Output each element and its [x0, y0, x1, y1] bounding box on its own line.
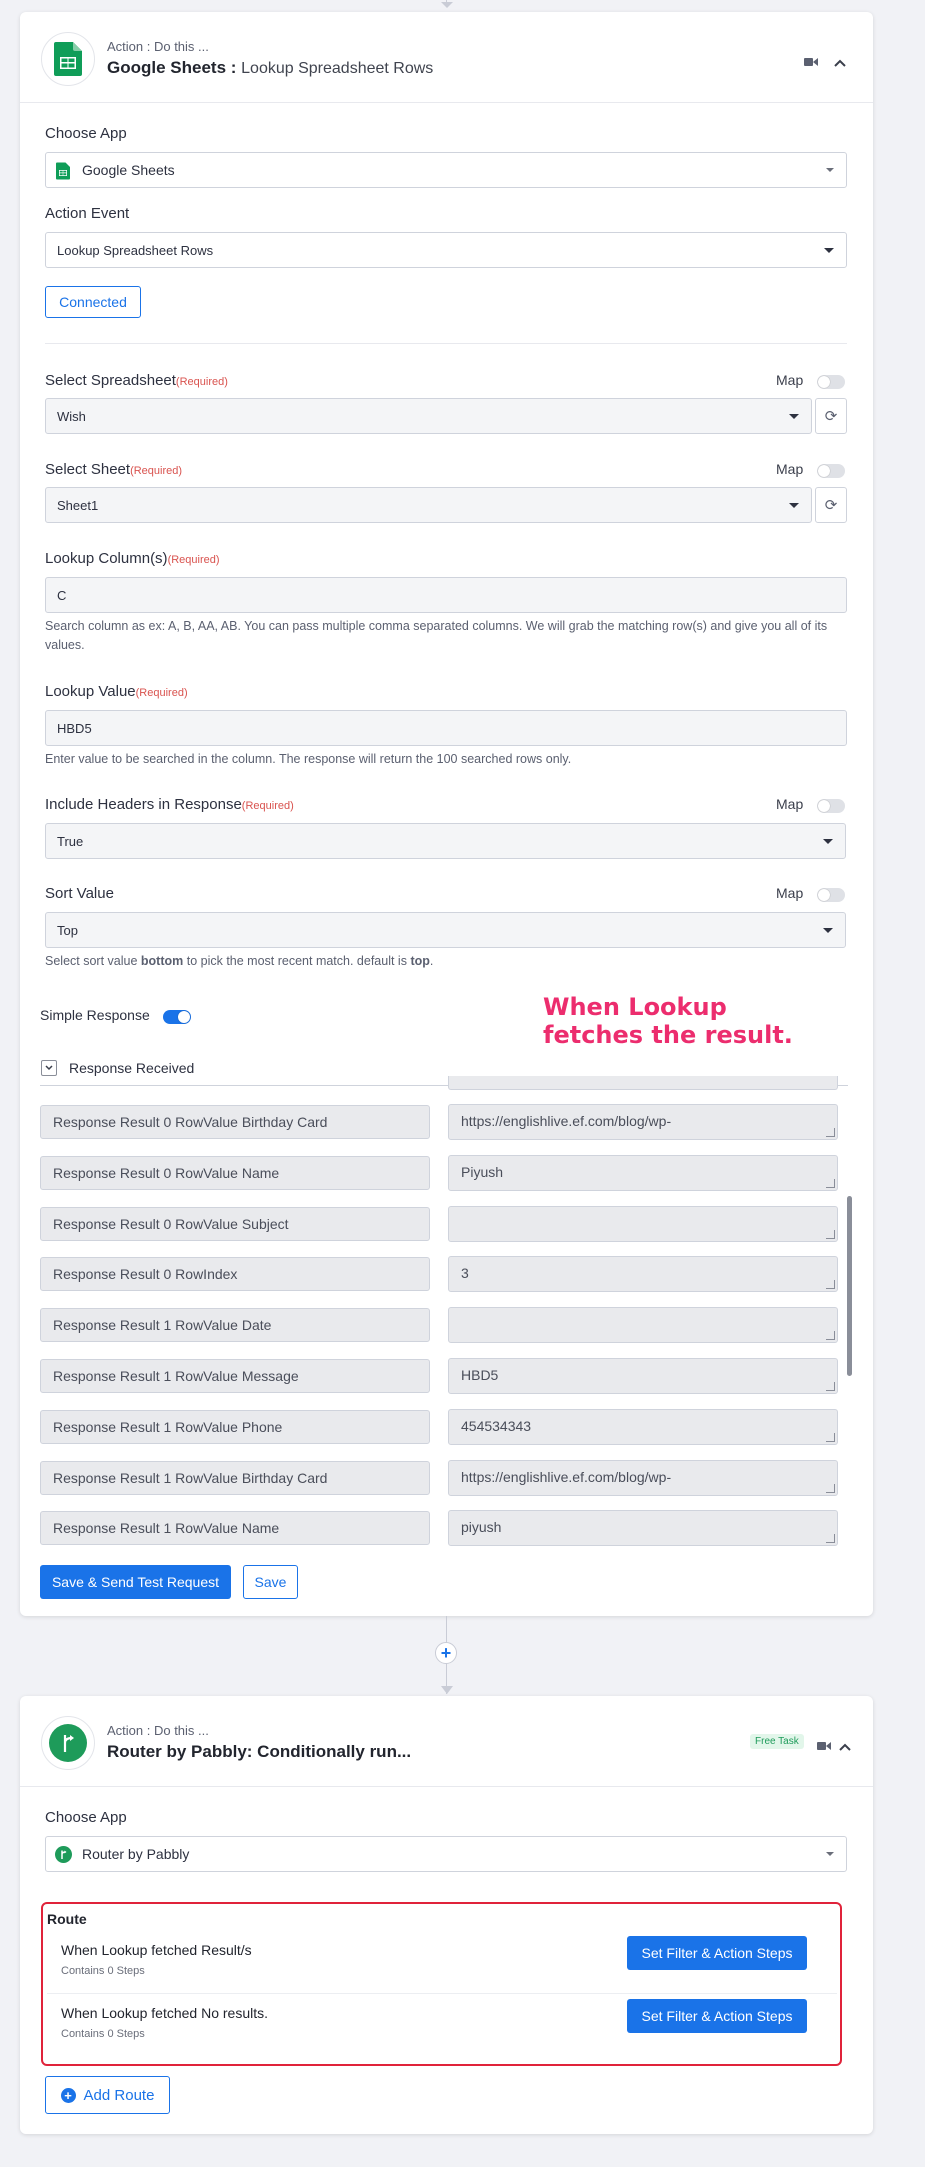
add-route-button[interactable]: [45, 2076, 170, 2114]
spreadsheet-map-toggle[interactable]: [817, 375, 845, 389]
add-route-label: Add Route: [83, 2086, 155, 2104]
refresh-icon[interactable]: ⟳: [815, 398, 847, 434]
annotation-note: [543, 993, 793, 1049]
google-sheets-app-badge: [41, 32, 95, 86]
spreadsheet-label-text: Select Spreadsheet: [45, 372, 176, 389]
set-filter-action-steps-button[interactable]: Set Filter & Action Steps: [627, 1999, 807, 2033]
include-headers-label-text: Include Headers in Response: [45, 796, 242, 813]
lookup-column-value: C: [57, 587, 67, 603]
plus-icon[interactable]: +: [435, 1642, 457, 1664]
sort-value-value: Top: [57, 922, 78, 938]
lookup-column-label-text: Lookup Column(s): [45, 550, 168, 567]
simple-response-toggle[interactable]: [163, 1010, 191, 1024]
map-label: Map: [776, 372, 804, 388]
response-value-field[interactable]: [448, 1307, 838, 1343]
sort-help-bold: bottom: [140, 954, 184, 968]
map-label: Map: [776, 796, 804, 812]
action-event-value: Lookup Spreadsheet Rows: [57, 242, 214, 258]
response-list-scrollbar[interactable]: [847, 1196, 852, 1376]
response-row-partial: [448, 1076, 838, 1090]
connector-arrow: [441, 1686, 453, 1694]
response-received-collapse[interactable]: [41, 1060, 57, 1076]
spreadsheet-value: Wish: [57, 408, 86, 424]
required-tag: (Required): [130, 465, 183, 477]
video-icon[interactable]: [817, 1738, 831, 1756]
google-sheets-icon: [56, 162, 70, 180]
step-title: Router by Pabbly: Conditionally run...: [107, 1742, 412, 1761]
response-key-field: Response Result 1 RowValue Phone: [40, 1410, 430, 1444]
lookup-value-help: Enter value to be searched in the column. The response will return the 100 searched rows only.: [45, 752, 572, 766]
choose-app-select[interactable]: [45, 1836, 847, 1872]
response-key-field: Response Result 1 RowValue Birthday Card: [40, 1461, 430, 1495]
response-key-field: Response Result 1 RowValue Message: [40, 1359, 430, 1393]
lookup-column-input[interactable]: [45, 577, 847, 613]
router-icon: [55, 1846, 72, 1863]
lookup-column-help: Search column as ex: A, B, AA, AB. You can pass multiple comma separated columns. We will grab the matching row(s) and give you all of its values.: [45, 619, 828, 652]
route-section: [41, 1902, 842, 2066]
lookup-value-label-text: Lookup Value: [45, 683, 136, 700]
chevron-down-icon: [45, 1065, 53, 1071]
sort-help-bold: top: [410, 954, 430, 968]
response-key-field: Response Result 1 RowValue Name: [40, 1511, 430, 1545]
sheet-map-toggle[interactable]: [817, 464, 845, 478]
chevron-up-icon[interactable]: [834, 54, 846, 72]
chevron-down-icon: [826, 1852, 834, 1856]
chevron-down-icon: [826, 168, 834, 172]
choose-app-label: Choose App: [45, 125, 127, 142]
response-value-field[interactable]: https://englishlive.ef.com/blog/wp-: [448, 1460, 838, 1496]
simple-response-label: Simple Response: [40, 1007, 150, 1023]
save-send-test-button[interactable]: Save & Send Test Request: [40, 1565, 231, 1599]
response-key-field: Response Result 0 RowValue Subject: [40, 1207, 430, 1241]
required-tag: (Required): [167, 554, 220, 566]
required-tag: (Required): [175, 376, 228, 388]
sort-value-label: Sort Value: [45, 885, 114, 902]
add-circle-icon: +: [61, 2088, 76, 2103]
choose-app-value: Router by Pabbly: [82, 1846, 190, 1862]
chevron-up-icon[interactable]: [839, 1738, 851, 1756]
include-headers-label: [45, 796, 294, 813]
step-title: [107, 58, 433, 78]
response-value-field[interactable]: Piyush: [448, 1155, 838, 1191]
free-task-badge: Free Task: [750, 1734, 804, 1749]
set-filter-action-steps-button[interactable]: Set Filter & Action Steps: [627, 1936, 807, 1970]
include-headers-map-toggle[interactable]: [817, 799, 845, 813]
lookup-value-label: [45, 683, 188, 700]
response-key-field: Response Result 0 RowValue Name: [40, 1156, 430, 1190]
router-app-badge: [41, 1716, 95, 1770]
save-button[interactable]: Save: [243, 1565, 298, 1599]
spreadsheet-select[interactable]: [45, 398, 812, 434]
header-divider: [20, 102, 873, 103]
sheet-select[interactable]: [45, 487, 812, 523]
response-value-field[interactable]: HBD5: [448, 1358, 838, 1394]
spreadsheet-label: [45, 372, 228, 389]
choose-app-select[interactable]: [45, 152, 847, 188]
route-name: When Lookup fetched Result/s: [61, 1942, 252, 1958]
response-value-field[interactable]: https://englishlive.ef.com/blog/wp-: [448, 1104, 838, 1140]
response-key-field: Response Result 0 RowValue Birthday Card: [40, 1105, 430, 1139]
sort-help-text: to pick the most recent match. default is: [183, 954, 411, 968]
video-icon[interactable]: [804, 54, 818, 72]
response-value-field[interactable]: [448, 1206, 838, 1242]
sheet-label: [45, 461, 182, 478]
route-name: When Lookup fetched No results.: [61, 2005, 269, 2021]
step-app-name: Google Sheets :: [107, 58, 237, 77]
route-steps-count: Contains 0 Steps: [61, 2028, 145, 2040]
route-divider: [47, 1993, 837, 1994]
annotation-line: fetches the result.: [543, 1021, 793, 1049]
response-value-field[interactable]: 454534343: [448, 1409, 838, 1445]
choose-app-value: Google Sheets: [82, 162, 175, 178]
sort-help-text: Select sort value: [45, 954, 141, 968]
response-value-field[interactable]: piyush: [448, 1510, 838, 1546]
sheet-label-text: Select Sheet: [45, 461, 131, 478]
section-divider: [45, 343, 847, 344]
lookup-value-input[interactable]: [45, 710, 847, 746]
chevron-down-icon: [824, 248, 834, 253]
step-event-name: Lookup Spreadsheet Rows: [241, 60, 434, 77]
sort-value-help: [45, 952, 845, 971]
route-title: Route: [47, 1911, 87, 1927]
chevron-down-icon: [823, 928, 833, 933]
action-event-select[interactable]: [45, 232, 847, 268]
header-divider: [20, 1786, 873, 1787]
required-tag: (Required): [135, 687, 188, 699]
step-prefix: Action : Do this ...: [107, 39, 209, 54]
response-value-field[interactable]: 3: [448, 1256, 838, 1292]
map-label: Map: [776, 885, 804, 901]
include-headers-select[interactable]: [45, 823, 846, 859]
sheet-value: Sheet1: [57, 497, 99, 513]
choose-app-label: Choose App: [45, 1809, 127, 1826]
chevron-down-icon: [789, 503, 799, 508]
sort-help-text: .: [429, 954, 434, 968]
connector-arrow: [441, 2, 453, 8]
map-label: Map: [776, 461, 804, 477]
refresh-icon[interactable]: ⟳: [815, 487, 847, 523]
include-headers-value: True: [57, 833, 84, 849]
chevron-down-icon: [823, 839, 833, 844]
google-sheets-icon: [54, 42, 82, 76]
response-received-label: Response Received: [69, 1060, 195, 1076]
router-icon: [49, 1724, 87, 1762]
connected-button[interactable]: Connected: [45, 286, 141, 318]
lookup-column-label: [45, 550, 220, 567]
response-key-field: Response Result 1 RowValue Date: [40, 1308, 430, 1342]
response-key-field: Response Result 0 RowIndex: [40, 1257, 430, 1291]
route-steps-count: Contains 0 Steps: [61, 1965, 145, 1977]
action-event-label: Action Event: [45, 205, 130, 222]
required-tag: (Required): [241, 800, 294, 812]
sort-value-select[interactable]: [45, 912, 846, 948]
lookup-value-value: HBD5: [57, 720, 92, 736]
chevron-down-icon: [789, 414, 799, 419]
sort-value-map-toggle[interactable]: [817, 888, 845, 902]
step-prefix: Action : Do this ...: [107, 1723, 209, 1738]
annotation-line: When Lookup: [543, 993, 727, 1021]
